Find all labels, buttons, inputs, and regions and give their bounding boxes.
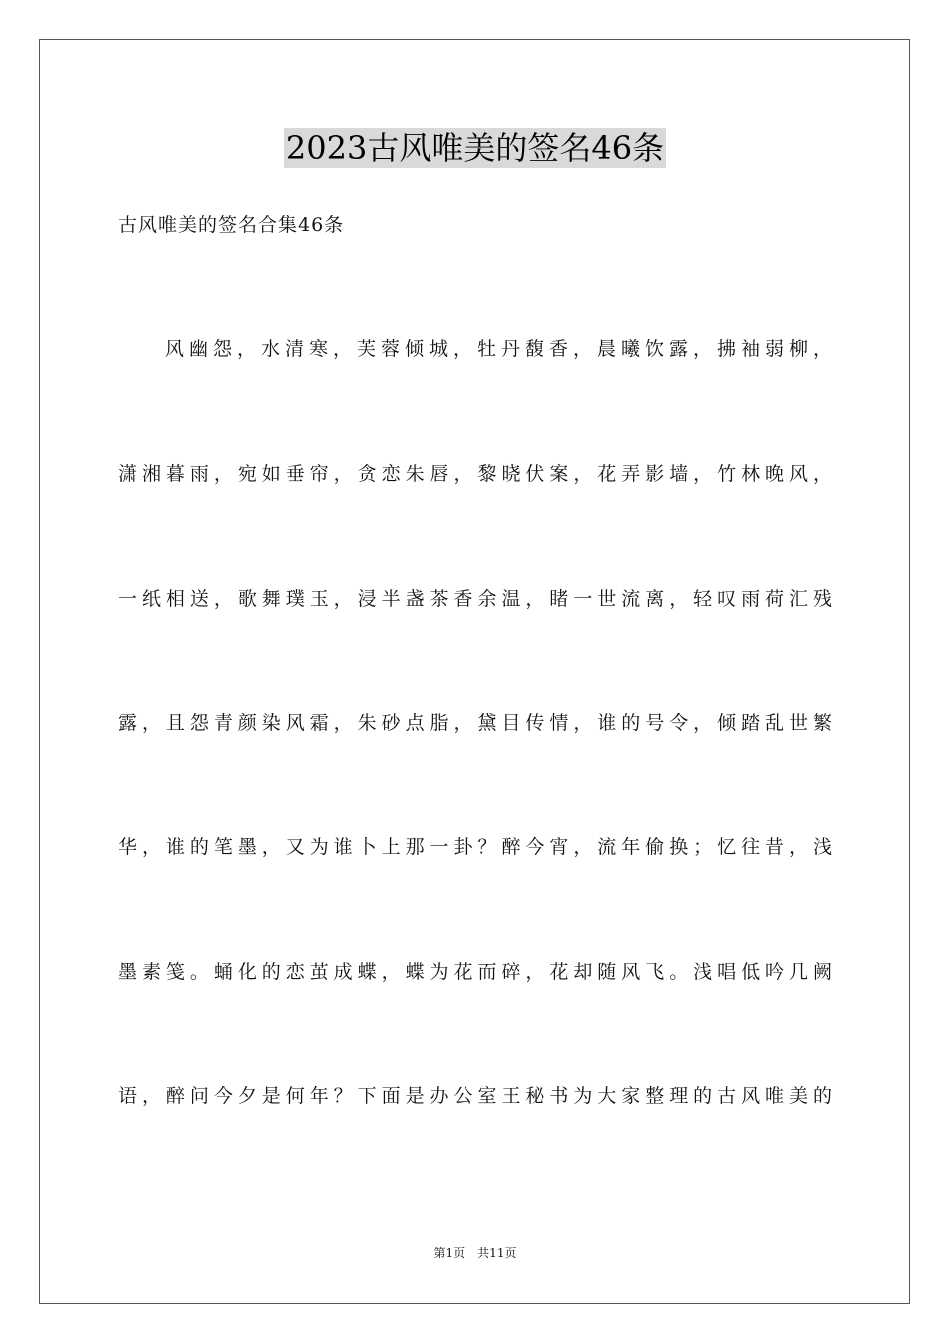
document-subtitle: 古风唯美的签名合集46条 [118,214,345,236]
document-title-text: 2023古风唯美的签名46条 [285,129,665,167]
paragraph-line: 墨素笺。蛹化的恋茧成蝶，蝶为花而碎，花却随风飞。浅唱低吟几阙 [118,961,832,983]
paragraph-line: 语，醉问今夕是何年？下面是办公室王秘书为大家整理的古风唯美的 [118,1085,832,1107]
paragraph-line: 潇湘暮雨，宛如垂帘，贪恋朱唇，黎晓伏案，花弄影墙，竹林晚风， [118,463,832,485]
paragraph-line: 风幽怨，水清寒，芙蓉倾城，牡丹馥香，晨曦饮露，拂袖弱柳， [165,338,832,360]
page-number-footer: 第1页 共11页 [433,1246,517,1260]
document-title [0,128,950,168]
paragraph-line: 华，谁的笔墨，又为谁卜上那一卦？醉今宵，流年偷换；忆往昔，浅 [118,836,832,858]
paragraph-line: 一纸相送，歌舞璞玉，浸半盏茶香余温，睹一世流离，轻叹雨荷汇残 [118,588,832,610]
paragraph-line: 露，且怨青颜染风霜，朱砂点脂，黛目传情，谁的号令，倾踏乱世繁 [118,712,832,734]
